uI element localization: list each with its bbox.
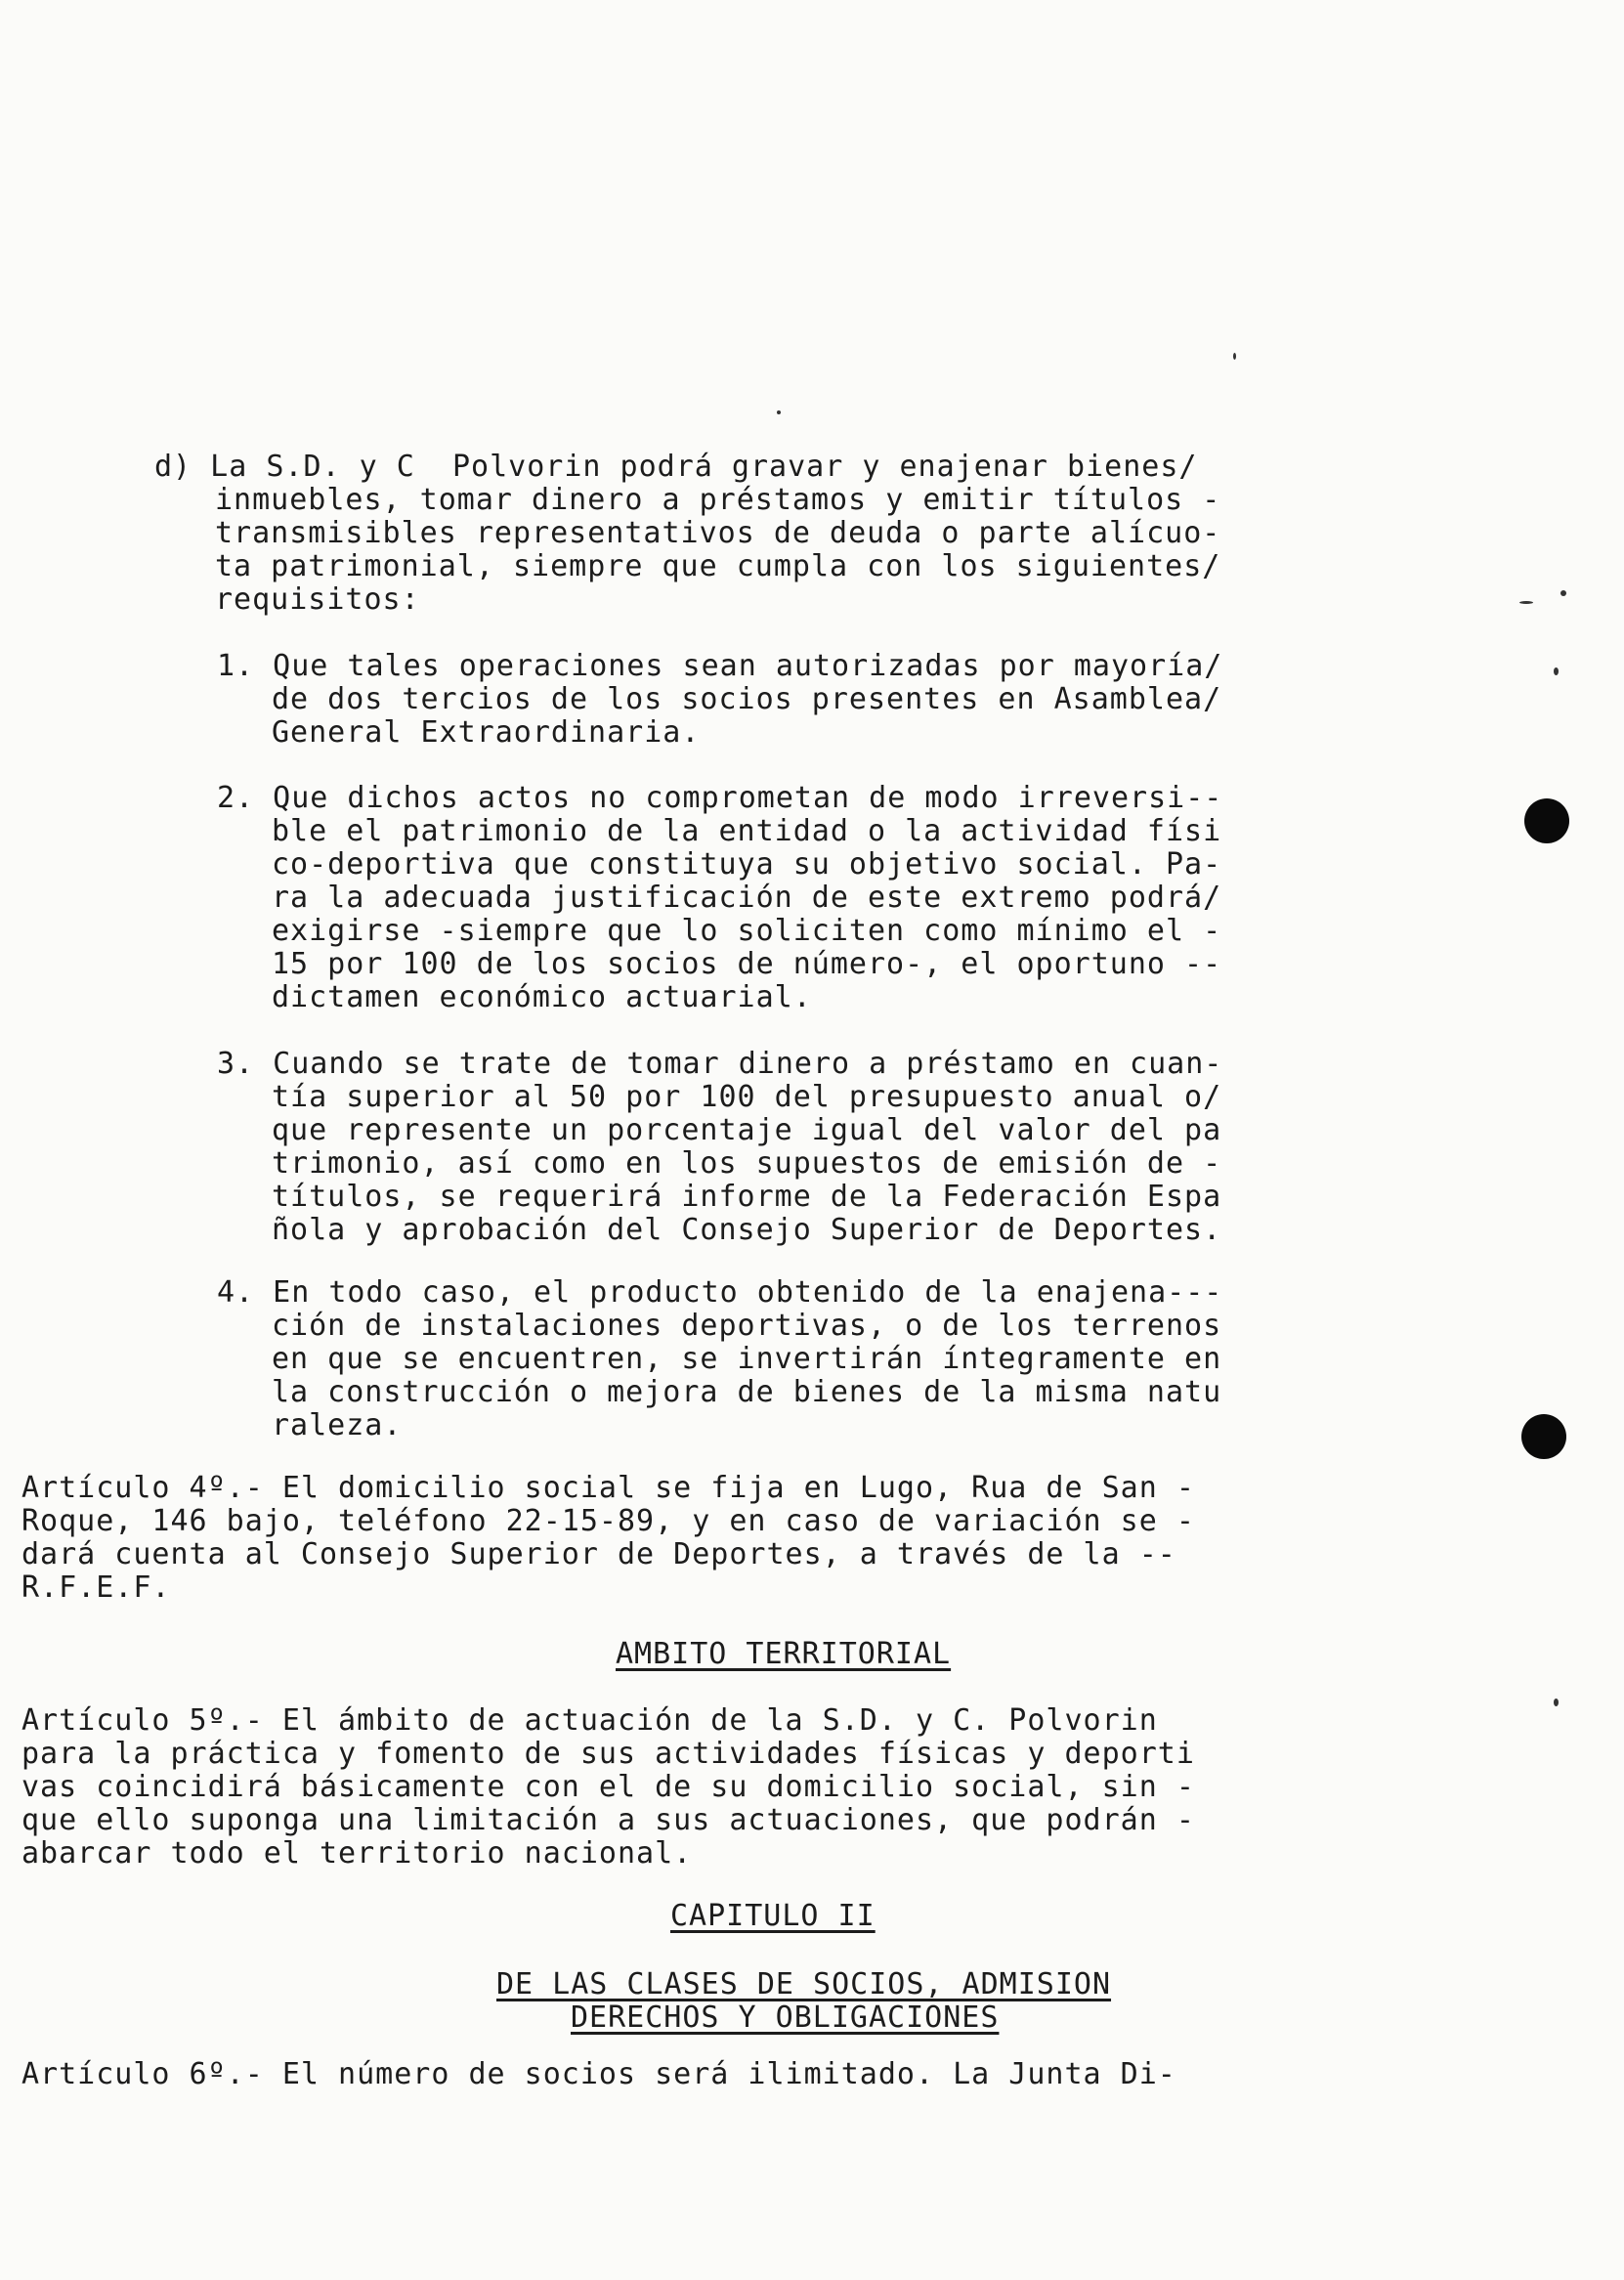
text-line: 2. Que dichos actos no comprometan de modo irreversi-- <box>217 781 1223 815</box>
text-line: inmuebles, tomar dinero a préstamos y emitir títulos - <box>215 483 1221 517</box>
text-line: de dos tercios de los socios presentes en Asamblea/ <box>272 682 1222 716</box>
punch-hole <box>1521 1414 1566 1459</box>
chapter-subtitle: DE LAS CLASES DE SOCIOS, ADMISION <box>496 1967 1112 2001</box>
text-line: General Extraordinaria. <box>272 715 701 750</box>
text-line: ñola y aprobación del Consejo Superior de Deportes. <box>272 1213 1222 1247</box>
text-line: raleza. <box>272 1408 403 1442</box>
text-line: d) La S.D. y C Polvorin podrá gravar y enajenar bienes/ <box>154 450 1198 484</box>
text-line: co-deportiva que constituya su objetivo social. Pa- <box>272 847 1222 882</box>
text-line: Artículo 5º.- El ámbito de actuación de la S.D. y C. Polvorin <box>21 1703 1158 1738</box>
text-line: abarcar todo el territorio nacional. <box>21 1836 693 1871</box>
text-line: Artículo 6º.- El número de socios será ilimitado. La Junta Di- <box>21 2057 1176 2091</box>
text-line: que ello suponga una limitación a sus actuaciones, que podrán - <box>21 1803 1195 1837</box>
text-line: 1. Que tales operaciones sean autorizadas por mayoría/ <box>217 649 1223 683</box>
speck <box>1233 353 1236 360</box>
text-line: tía superior al 50 por 100 del presupuesto anual o/ <box>272 1080 1222 1114</box>
punch-hole <box>1524 798 1569 843</box>
text-line: 15 por 100 de los socios de número-, el oportuno -- <box>272 947 1222 981</box>
text-line: 4. En todo caso, el producto obtenido de la enajena--- <box>217 1275 1223 1310</box>
text-line: la construcción o mejora de bienes de la misma natu <box>272 1375 1222 1409</box>
chapter-subtitle: DERECHOS Y OBLIGACIONES <box>571 2000 1000 2035</box>
text-line: exigirse -siempre que lo soliciten como mínimo el - <box>272 914 1222 948</box>
text-line: vas coincidirá básicamente con el de su domicilio social, sin - <box>21 1770 1195 1804</box>
text-line: dará cuenta al Consejo Superior de Deportes, a través de la -- <box>21 1537 1176 1571</box>
text-line: dictamen económico actuarial. <box>272 980 812 1014</box>
text-line: ción de instalaciones deportivas, o de los terrenos <box>272 1309 1222 1343</box>
text-line: que represente un porcentaje igual del valor del pa <box>272 1113 1222 1147</box>
text-line: ta patrimonial, siempre que cumpla con los siguientes/ <box>215 549 1221 583</box>
speck <box>777 410 781 414</box>
chapter-heading: CAPITULO II <box>670 1899 876 1933</box>
text-line: requisitos: <box>215 582 420 617</box>
text-line: ra la adecuada justificación de este extremo podrá/ <box>272 881 1222 915</box>
section-heading: AMBITO TERRITORIAL <box>616 1637 952 1671</box>
speck <box>1554 667 1559 675</box>
speck <box>1554 1699 1559 1706</box>
text-line: Artículo 4º.- El domicilio social se fija en Lugo, Rua de San - <box>21 1471 1195 1505</box>
text-line: trimonio, así como en los supuestos de emisión de - <box>272 1146 1222 1181</box>
text-line: ble el patrimonio de la entidad o la actividad físi <box>272 814 1222 848</box>
text-line: en que se encuentren, se invertirán íntegramente en <box>272 1342 1222 1376</box>
text-line: transmisibles representativos de deuda o parte alícuo- <box>215 516 1221 550</box>
text-line: R.F.E.F. <box>21 1570 171 1605</box>
text-line: títulos, se requerirá informe de la Federación Espa <box>272 1180 1222 1214</box>
text-line: Roque, 146 bajo, teléfono 22-15-89, y en caso de variación se - <box>21 1504 1195 1538</box>
speck <box>1519 601 1533 604</box>
speck <box>1560 590 1566 596</box>
text-line: para la práctica y fomento de sus actividades físicas y deporti <box>21 1737 1195 1771</box>
text-line: 3. Cuando se trate de tomar dinero a préstamo en cuan- <box>217 1047 1223 1081</box>
